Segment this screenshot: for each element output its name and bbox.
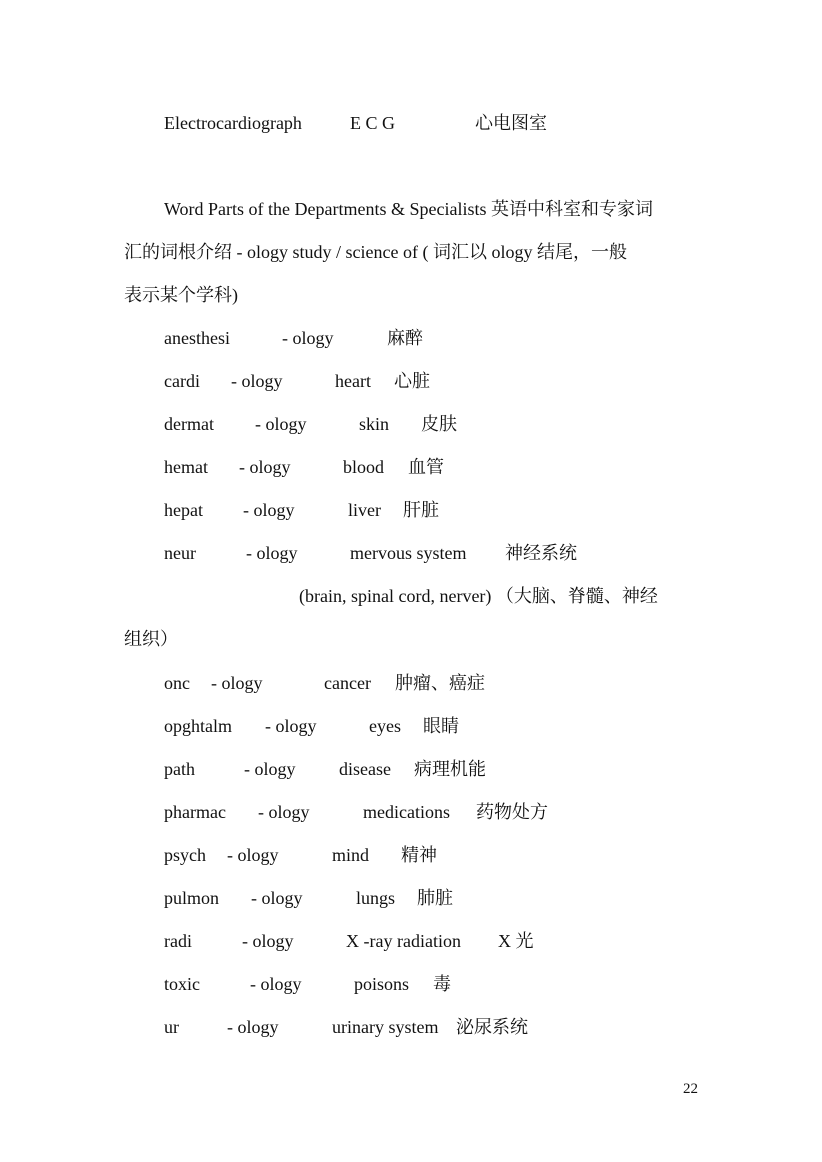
term-suffix: - ology [231, 371, 283, 391]
term-suffix: - ology [251, 888, 303, 908]
term-chinese: 心脏 [394, 371, 430, 391]
term-suffix: - ology [243, 500, 295, 520]
term-suffix: - ology [211, 673, 263, 693]
term-root: hemat [164, 457, 208, 477]
term-chinese: 神经系统 [505, 543, 577, 563]
term-chinese: 病理机能 [414, 759, 486, 779]
term-suffix: - ology [255, 414, 307, 434]
term-root: radi [164, 931, 192, 951]
term-root: hepat [164, 500, 203, 520]
term-meaning: disease [339, 759, 391, 779]
intro-line-1: Word Parts of the Departments & Specialists 英语中科室和专家词 [164, 199, 653, 219]
intro-line-2: 汇的词根介绍 - ology study / science of ( 词汇以 ology 结尾，一般 [124, 242, 627, 262]
term-meaning: mind [332, 845, 370, 865]
term-meaning: skin [359, 414, 390, 434]
term-root: ur [164, 1017, 179, 1037]
ecg-abbr: E C G [350, 113, 395, 133]
term-suffix: - ology [258, 802, 310, 822]
term-meaning: liver [348, 500, 381, 520]
term-meaning: cancer [324, 673, 371, 693]
term-root: onc [164, 673, 190, 693]
term-root: path [164, 759, 195, 779]
term-suffix: - ology [239, 457, 291, 477]
term-chinese: X 光 [498, 931, 534, 951]
term-root: pulmon [164, 888, 220, 908]
term-meaning: poisons [354, 974, 410, 994]
term-root: pharmac [164, 802, 226, 822]
term-meaning: medications [363, 802, 450, 822]
term-chinese: 肺脏 [417, 888, 453, 908]
term-chinese: 血管 [408, 457, 444, 477]
term-root: neur [164, 543, 196, 563]
term-suffix: - ology [250, 974, 302, 994]
term-suffix: - ology [242, 931, 294, 951]
term-chinese: 眼睛 [423, 716, 459, 736]
ecg-chinese: 心电图室 [475, 113, 547, 133]
term-meaning: blood [343, 457, 385, 477]
term-root: psych [164, 845, 206, 865]
term-suffix: - ology [227, 845, 279, 865]
term-root: anesthesi [164, 328, 230, 348]
neur-note-line-2: 组织） [124, 629, 178, 649]
term-root: toxic [164, 974, 200, 994]
neur-note-line-1: (brain, spinal cord, nerver) （大脑、脊髓、神经 [299, 586, 658, 606]
term-suffix: - ology [265, 716, 317, 736]
intro-line-3: 表示某个学科) [124, 285, 238, 305]
term-meaning: lungs [356, 888, 396, 908]
term-suffix: - ology [227, 1017, 279, 1037]
term-meaning: eyes [369, 716, 401, 736]
term-meaning: urinary system [332, 1017, 439, 1037]
term-root: dermat [164, 414, 214, 434]
term-chinese: 皮肤 [421, 414, 457, 434]
term-chinese: 麻醉 [387, 328, 423, 348]
term-suffix: - ology [246, 543, 298, 563]
term-meaning: heart [335, 371, 371, 391]
term-chinese: 药物处方 [476, 802, 548, 822]
term-chinese: 肿瘤、癌症 [395, 673, 485, 693]
term-root: opghtalm [164, 716, 232, 736]
term-chinese: 泌尿系统 [456, 1017, 528, 1037]
term-meaning: mervous system [350, 543, 467, 563]
ecg-term: Electrocardiograph [164, 113, 302, 133]
term-root: cardi [164, 371, 200, 391]
term-meaning: X -ray radiation [346, 931, 461, 951]
term-chinese: 毒 [433, 974, 451, 994]
page-number: 22 [683, 1081, 698, 1097]
term-chinese: 精神 [401, 845, 437, 865]
term-suffix: - ology [244, 759, 296, 779]
term-chinese: 肝脏 [403, 500, 439, 520]
term-suffix: - ology [282, 328, 334, 348]
